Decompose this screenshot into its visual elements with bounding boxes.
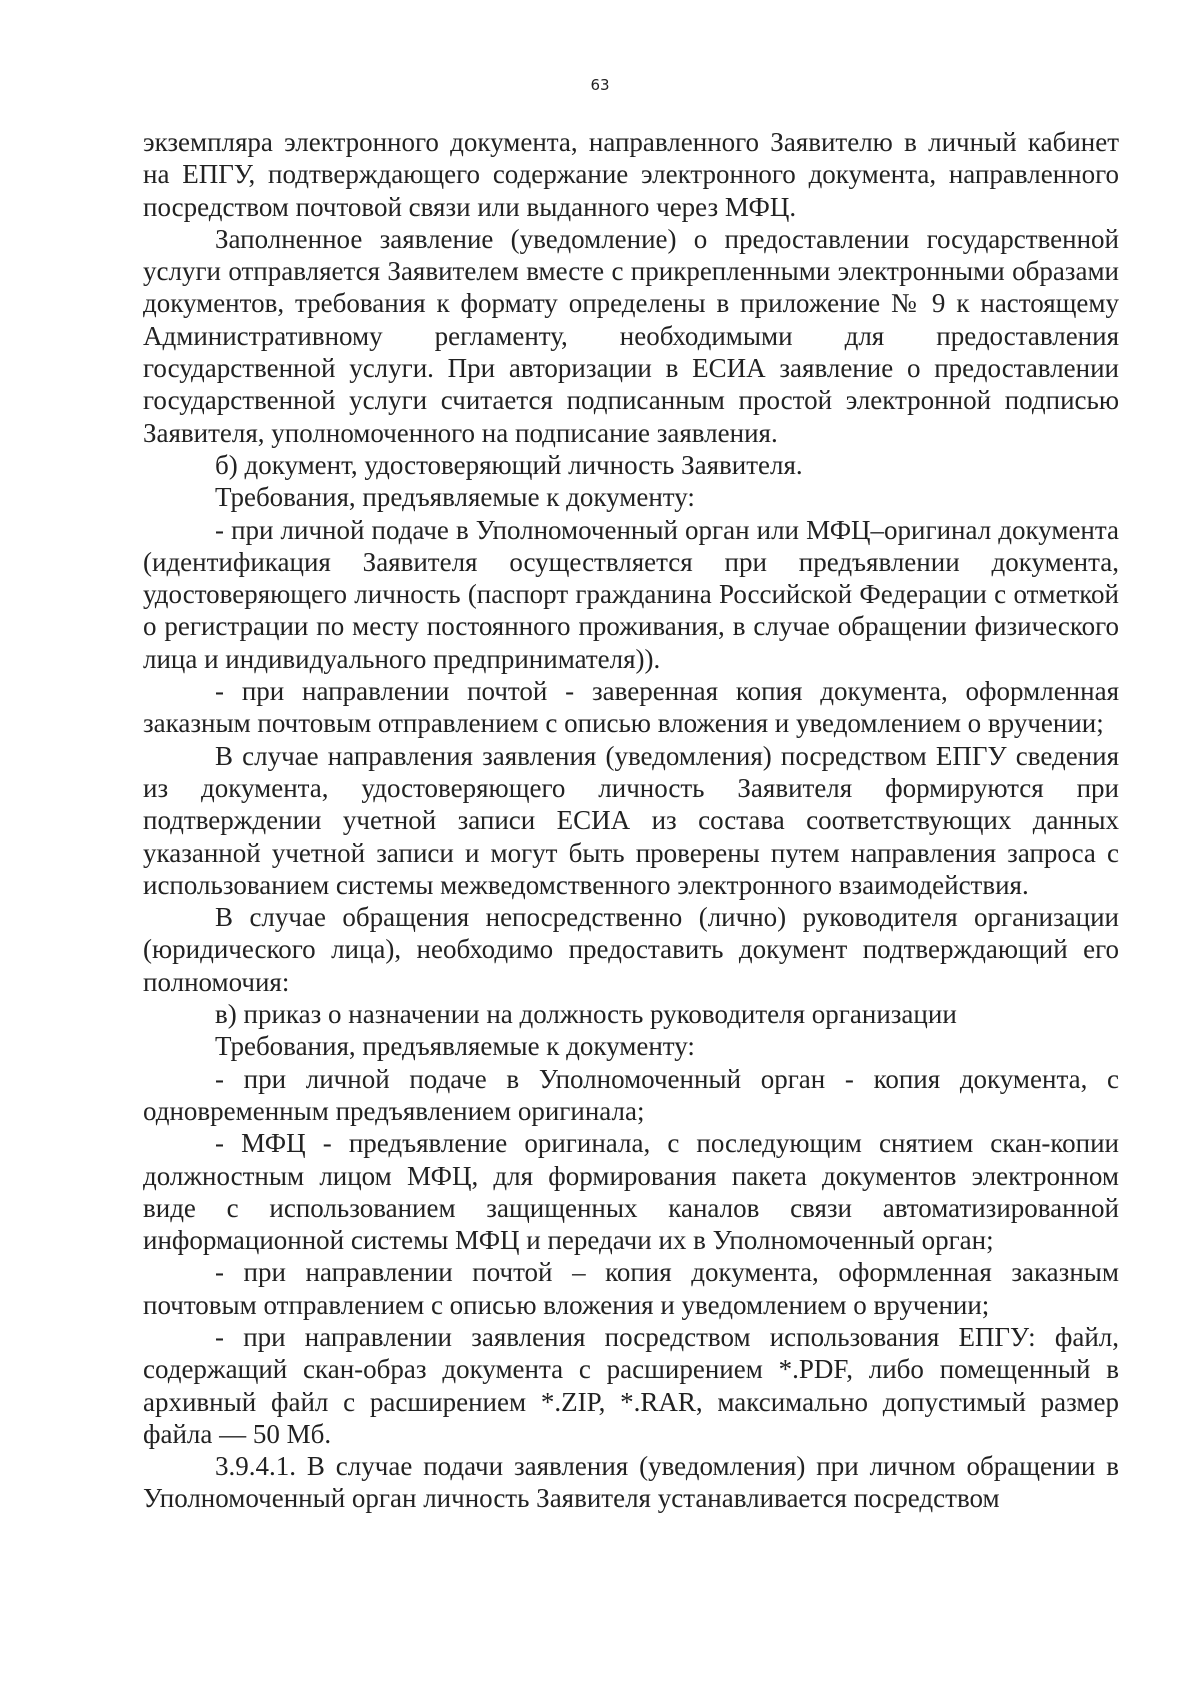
- paragraph: - при направлении почтой - заверенная копия документа, оформленная заказным почтовым отправлением с описью вложения и уведомлением о вручении;: [143, 676, 1119, 739]
- paragraph: - при направлении заявления посредством использования ЕПГУ: файл, содержащий скан-образ документа с расширением *.PDF, либо помещенный в архивный файл с расширением *.ZIP, *.RAR, максимально допустимый размер файла — 50 Мб.: [143, 1321, 1119, 1449]
- paragraph: - при личной подаче в Уполномоченный орган - копия документа, с одновременным предъявлением оригинала;: [143, 1063, 1119, 1126]
- paragraph: Требования, предъявляемые к документу:: [215, 1031, 695, 1062]
- paragraph: - МФЦ - предъявление оригинала, с последующим снятием скан-копии должностным лицом МФЦ, для формирования пакета документов электронном виде с использованием защищенных каналов связи автоматизированной информационной системы МФЦ и передачи их в Уполномоченный орган;: [143, 1128, 1119, 1256]
- page-number: 63: [590, 76, 610, 94]
- paragraph: Заполненное заявление (уведомление) о предоставлении государственной услуги отправляется Заявителем вместе с прикрепленными электронными образами документов, требования к формату определены в приложение № 9 к настоящему Административному регламенту, необходимыми для предоставления государственной услуги. При авторизации в ЕСИА заявление о предоставлении государственной услуги считается подписанным простой электронной подписью Заявителя, уполномоченного на подписание заявления.: [143, 223, 1119, 448]
- document-body: [143, 126, 1119, 1515]
- paragraph: 3.9.4.1. В случае подачи заявления (уведомления) при личном обращении в Уполномоченный орган личность Заявителя устанавливается посредством: [143, 1451, 1119, 1514]
- paragraph: экземпляра электронного документа, направленного Заявителю в личный кабинет на ЕПГУ, подтверждающего содержание электронного документа, направленного посредством почтовой связи или выданного через МФЦ.: [143, 127, 1119, 222]
- paragraph: - при личной подаче в Уполномоченный орган или МФЦ–оригинал документа (идентификация Заявителя осуществляется при предъявлении документа, удостоверяющего личность (паспорт гражданина Российской Федерации с отметкой о регистрации по месту постоянного проживания, в случае обращении физического лица и индивидуального предпринимателя)).: [143, 514, 1119, 674]
- paragraph: - при направлении почтой – копия документа, оформленная заказным почтовым отправлением с описью вложения и уведомлением о вручении;: [143, 1257, 1119, 1320]
- paragraph: В случае направления заявления (уведомления) посредством ЕПГУ сведения из документа, удостоверяющего личность Заявителя формируются при подтверждении учетной записи ЕСИА из состава соответствующих данных указанной учетной записи и могут быть проверены путем направления запроса с использованием системы межведомственного электронного взаимодействия.: [143, 740, 1119, 900]
- paragraph: Требования, предъявляемые к документу:: [215, 482, 695, 513]
- paragraph: В случае обращения непосредственно (лично) руководителя организации (юридического лица), необходимо предоставить документ подтверждающий его полномочия:: [143, 902, 1119, 997]
- paragraph: в) приказ о назначении на должность руководителя организации: [215, 999, 957, 1030]
- paragraph: б) документ, удостоверяющий личность Заявителя.: [215, 449, 803, 480]
